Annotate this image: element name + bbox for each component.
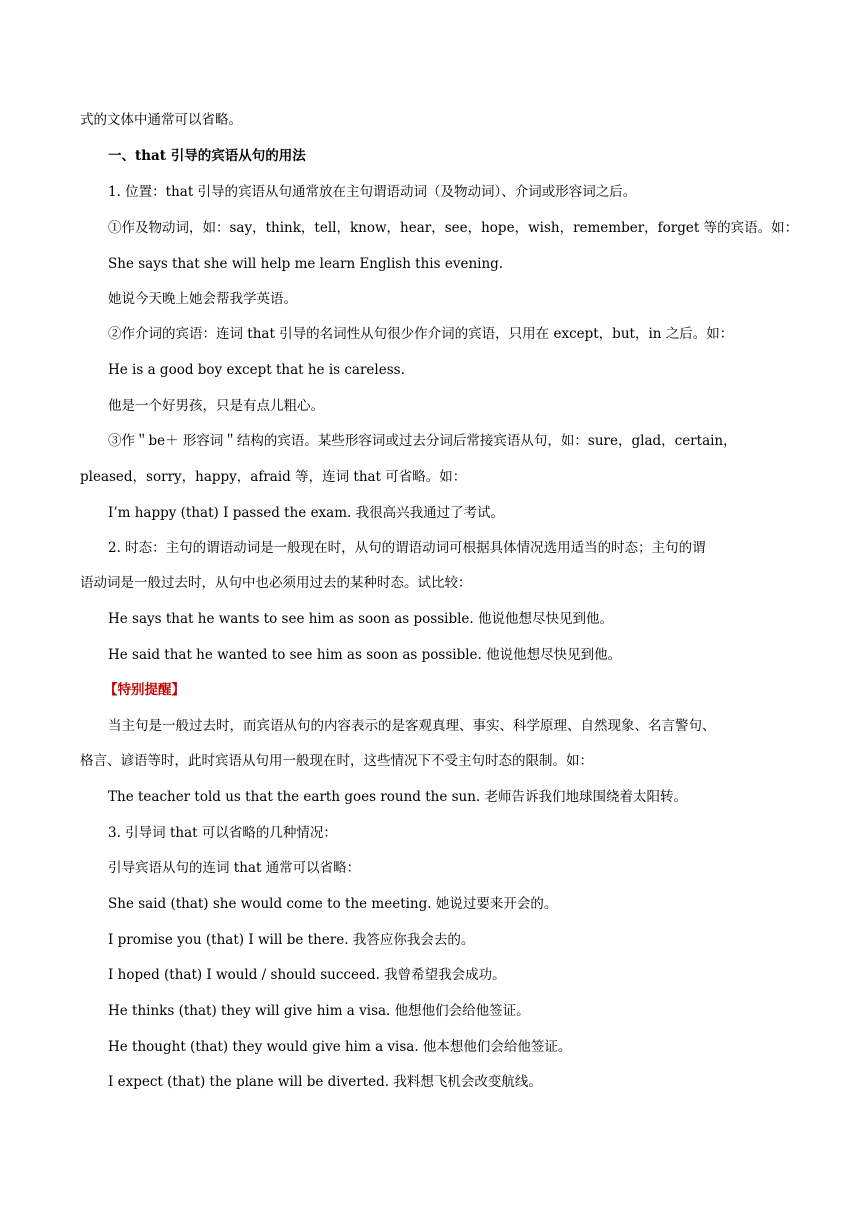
- text-line-3: 1. 位置：that 引导的宾语从句通常放在主句谓语动词（及物动词）、介词或形容词之后。: [108, 184, 637, 200]
- example-line: I expect (that) the plane will be diverted. 我料想飞机会改变航线。: [108, 1074, 542, 1090]
- example-line: The teacher told us that the earth goes round the sun. 老师告诉我们地球围绕着太阳转。: [108, 789, 688, 805]
- translation-line: 她说今天晚上她会帮我学英语。: [108, 291, 297, 307]
- example-line: He thinks (that) they will give him a visa. 他想他们会给他签证。: [108, 1003, 530, 1019]
- section-heading: 一、that 引导的宾语从句的用法: [108, 148, 306, 164]
- text-line-13: 2. 时态：主句的谓语动词是一般现在时，从句的谓语动词可根据具体情况选用适当的时态；主句的谓: [108, 540, 706, 556]
- example-line: I hoped (that) I would / should succeed. 我曾希望我会成功。: [108, 967, 506, 983]
- text-line-7: ②作介词的宾语：连词 that 引导的名词性从句很少作介词的宾语，只用在 except，but，in 之后。如：: [108, 326, 734, 342]
- text-line-10: ③作＂be＋ 形容词＂结构的宾语。某些形容词或过去分词后常接宾语从句，如：sure，glad，certain，: [108, 433, 737, 449]
- example-line: He says that he wants to see him as soon as possible. 他说他想尽快见到他。: [108, 611, 614, 627]
- example-line: He said that he wanted to see him as soon as possible. 他说他想尽快见到他。: [108, 647, 622, 663]
- text-line-14: 语动词是一般过去时，从句中也必须用过去的某种时态。试比较：: [80, 575, 472, 591]
- translation-line: 他是一个好男孩，只是有点儿粗心。: [108, 398, 324, 414]
- text-line-18: 当主句是一般过去时，而宾语从句的内容表示的是客观真理、事实、科学原理、自然现象、名言警句、: [108, 718, 716, 734]
- example-line: She said (that) she would come to the meeting. 她说过要来开会的。: [108, 896, 558, 912]
- text-line-19: 格言、谚语等时，此时宾语从句用一般现在时，这些情况下不受主句时态的限制。如：: [80, 753, 593, 769]
- text-line-21: 3. 引导词 that 可以省略的几种情况：: [108, 825, 337, 841]
- text-line-11: pleased，sorry，happy，afraid 等，连词 that 可省略。如：: [80, 469, 467, 485]
- example-line: I promise you (that) I will be there. 我答应你我会去的。: [108, 932, 475, 948]
- special-reminder-label: 【特别提醒】: [104, 682, 185, 698]
- text-line-1: 式的文体中通常可以省略。: [80, 112, 242, 128]
- example-line: He thought (that) they would give him a visa. 他本想他们会给他签证。: [108, 1039, 572, 1055]
- text-line-22: 引导宾语从句的连词 that 通常可以省略：: [108, 860, 361, 876]
- example-line: I’m happy (that) I passed the exam. 我很高兴我通过了考试。: [108, 505, 505, 521]
- example-line: She says that she will help me learn English this evening.: [108, 256, 504, 272]
- text-line-4: ①作及物动词，如：say，think，tell，know，hear，see，hope，wish，remember，forget 等的宾语。如：: [108, 220, 799, 236]
- example-line: He is a good boy except that he is careless.: [108, 362, 405, 378]
